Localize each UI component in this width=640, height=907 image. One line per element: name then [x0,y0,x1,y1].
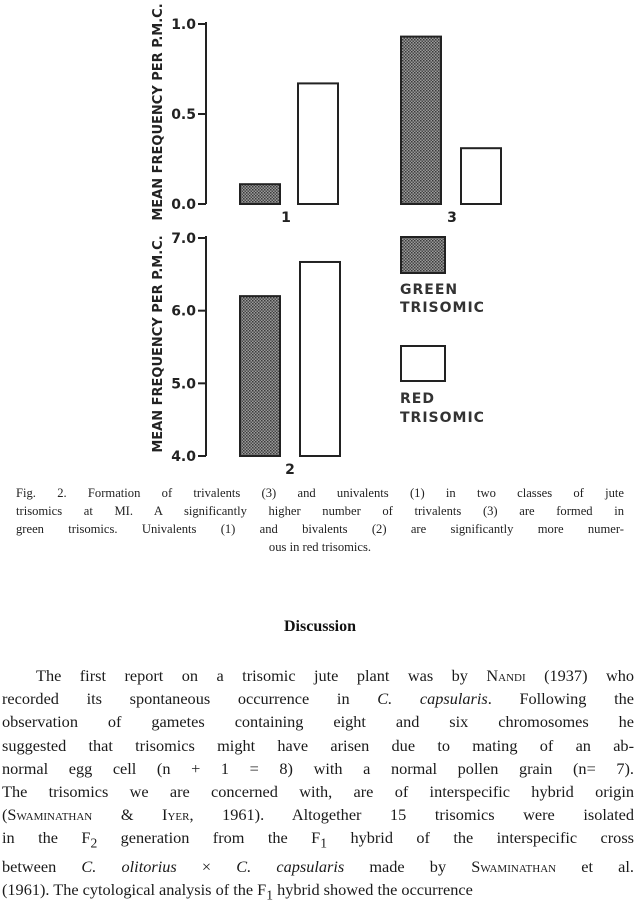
bar-green-trisomic-2 [240,296,280,456]
y-tick-label: 7.0 [171,231,196,247]
author-name: Swaminathan & Iyer [7,805,190,825]
legend-label-red-1: RED [400,391,435,407]
species-name: C. capsularis [377,689,488,709]
author-name: Swaminathan [471,856,557,876]
bar-red-trisomic-2 [300,262,340,456]
bottom-y-axis-title: MEAN FREQUENCY PER P.M.C. [151,235,166,453]
y-tick-label: 6.0 [171,303,196,320]
legend-label-green-2: TRISOMIC [400,300,485,316]
bar-red-trisomic-3 [461,148,501,204]
top-category-label-1: 1 [281,210,291,226]
species-name: C. olitorius [81,856,177,876]
section-heading: Discussion [283,618,357,635]
caption-line: green trisomics. Univalents (1) and bivalents (2) are significantly more numer- [16,522,624,536]
body-paragraph [2,664,635,907]
y-tick-label: 5.0 [171,376,196,393]
legend-swatch-red [401,346,445,381]
bottom-category-label-2: 2 [285,462,295,478]
figure-caption [16,484,624,556]
legend-label-green-1: GREEN [400,282,459,298]
species-name: C. capsularis [236,856,345,876]
body-line: The trisomics we are concerned with, are of interspecific hybrid origin [2,782,634,802]
body-line: observation of gametes containing eight and six chromosomes he [2,712,634,732]
body-line: The first report on a trisomic jute plant was by Nandi (1937) who [36,666,634,685]
caption-line: trisomics at MI. A significantly higher number of trivalents (3) are formed in [16,504,624,518]
bar-green-trisomic-1 [240,184,280,204]
body-line: in the $F_2$ generation from the $F_1$ hybrid of the interspecific cross [2,828,634,851]
y-tick-label: 1.0 [171,17,196,33]
top-category-label-3: 3 [447,210,457,226]
body-line: recorded its spontaneous occurrence in C. capsularis. Following the [2,689,634,709]
bar-red-trisomic-1 [298,83,338,204]
caption-line: Fig. 2. Formation of trivalents (3) and univalents (1) in two classes of jute [16,486,624,500]
y-tick-label: 4.0 [171,449,196,465]
body-line: suggested that trisomics might have arisen due to mating of an ab- [2,735,634,755]
legend-swatch-green [401,237,445,273]
y-tick-label: 0.0 [171,197,196,213]
y-tick-label: 0.5 [171,107,196,123]
author-name: Nandi [486,666,526,685]
body-line: normal egg cell (n + 1 = 8) with a normal pollen grain (n= 7). [2,758,634,778]
bar-green-trisomic-3 [401,37,441,204]
body-line: (Swaminathan & Iyer, 1961). Altogether 15 trisomics were isolated [2,805,634,825]
body-line: (1961). The cytological analysis of the $F_1$ hybrid showed the occurrence [2,880,473,903]
body-line: between C. olitorius × C. capsularis made by Swaminathan et al. [2,856,635,876]
top-y-axis-title: MEAN FREQUENCY PER P.M.C. [151,3,166,221]
caption-line: ous in red trisomics. [268,540,372,554]
legend-label-red-2: TRISOMIC [400,410,485,426]
